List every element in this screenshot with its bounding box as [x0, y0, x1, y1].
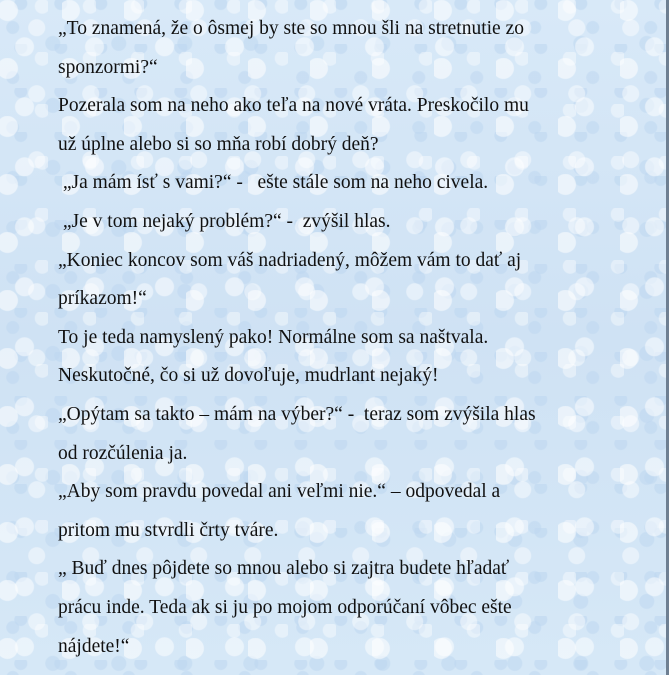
- document-body: [58, 10, 613, 666]
- text-line: sponzormi?“: [58, 56, 158, 78]
- text-line: „Koniec koncov som váš nadriadený, môžem vám to dať aj: [58, 249, 522, 271]
- text-line: nájdete!“: [58, 635, 130, 657]
- text-line: „To znamená, že o ôsmej by ste so mnou šli na stretnutie zo: [58, 18, 524, 39]
- text-line: To je teda namyslený pako! Normálne som sa naštvala.: [58, 326, 489, 348]
- text-line: od rozčúlenia ja.: [58, 442, 188, 464]
- text-line: Neskutočné, čo si už dovoľuje, mudrlant nejaký!: [58, 365, 439, 387]
- text-line: prácu inde. Teda ak si ju po mojom odporúčaní vôbec ešte: [58, 596, 512, 618]
- text-line: „Je v tom nejaký problém?“ - zvýšil hlas.: [58, 210, 391, 232]
- text-line: príkazom!“: [58, 288, 147, 310]
- text-line: „ Buď dnes pôjdete so mnou alebo si zajtra budete hľadať: [58, 558, 510, 580]
- text-line: Pozerala som na neho ako teľa na nové vráta. Preskočilo mu: [58, 95, 529, 117]
- text-line: pritom mu stvrdli črty tváre.: [58, 519, 279, 541]
- text-line: „Ja mám ísť s vami?“ - ešte stále som na neho civela.: [58, 172, 489, 194]
- text-line: „Opýtam sa takto – mám na výber?“ - teraz som zvýšila hlas: [58, 403, 536, 425]
- text-line: „Aby som pravdu povedal ani veľmi nie.“ – odpovedal a: [58, 481, 501, 503]
- text-line: už úplne alebo si so mňa robí dobrý deň?: [58, 133, 379, 155]
